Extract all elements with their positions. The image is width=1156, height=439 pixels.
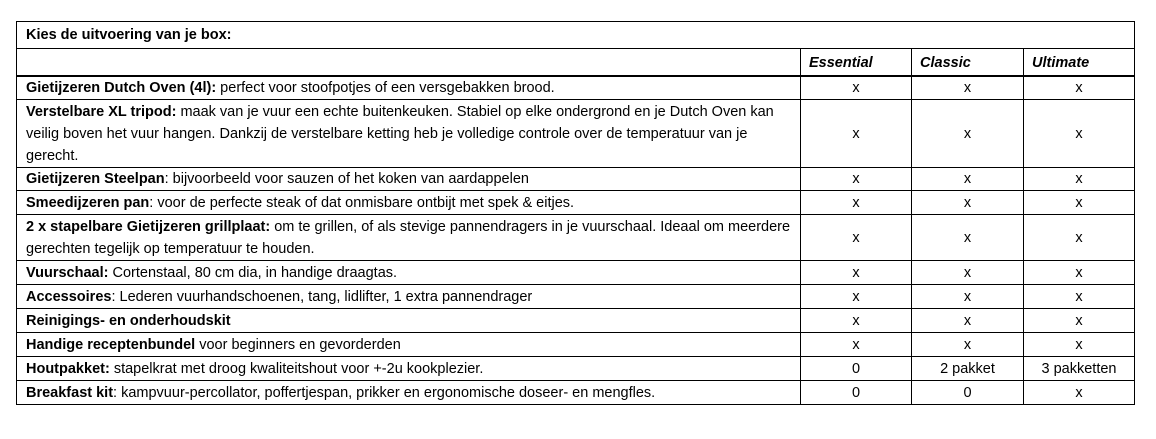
value-essential: x (801, 168, 912, 191)
item-description (17, 215, 801, 261)
item-name: Gietijzeren Dutch Oven (4l): (26, 80, 217, 96)
item-description (17, 261, 801, 285)
table-title-row (17, 22, 1135, 49)
item-description (17, 357, 801, 381)
table-title: Kies de uitvoering van je box: (17, 22, 1135, 49)
value-essential: x (801, 191, 912, 215)
value-essential: 0 (801, 357, 912, 381)
item-name: Verstelbare XL tripod: (26, 103, 177, 120)
value-ultimate: x (1024, 309, 1135, 333)
value-classic: x (912, 100, 1024, 168)
table-row (17, 261, 1135, 285)
value-ultimate: x (1024, 215, 1135, 261)
item-name: Vuurschaal: (26, 264, 109, 281)
value-classic: 2 pakket (912, 357, 1024, 381)
item-description (17, 309, 801, 333)
table-row (17, 285, 1135, 309)
item-details: : bijvoorbeeld voor sauzen of het koken van aardappelen (164, 171, 529, 187)
item-details: perfect voor stoofpotjes of een versgebakken brood. (216, 80, 555, 96)
value-essential: x (801, 285, 912, 309)
item-details: Cortenstaal, 80 cm dia, in handige draagtas. (108, 264, 398, 281)
column-header-ultimate: Ultimate (1024, 49, 1135, 77)
value-classic: x (912, 333, 1024, 357)
product-comparison-table (16, 21, 1135, 405)
item-name: Gietijzeren Steelpan (26, 171, 165, 187)
value-classic: x (912, 168, 1024, 191)
value-ultimate: x (1024, 100, 1135, 168)
item-name: Reinigings- en onderhoudskit (26, 312, 231, 329)
item-name: Handige receptenbundel (26, 336, 196, 353)
item-details: : Lederen vuurhandschoenen, tang, lidlifter, 1 extra pannendrager (111, 288, 533, 305)
value-ultimate: x (1024, 168, 1135, 191)
value-classic: 0 (912, 381, 1024, 405)
item-description (17, 76, 801, 100)
table-row (17, 76, 1135, 100)
item-details: voor beginners en gevorderden (195, 336, 401, 353)
column-header-essential: Essential (801, 49, 912, 77)
table-row (17, 215, 1135, 261)
item-details: om te grillen, of als stevige pannendragers in je vuurschaal. Ideaal om meerdere gerechten tegelijk op temperatuur te houden. (26, 218, 791, 257)
value-ultimate: 3 pakketten (1024, 357, 1135, 381)
column-header-classic: Classic (912, 49, 1024, 77)
item-description (17, 168, 801, 191)
item-name: Breakfast kit (26, 384, 114, 401)
header-empty-cell (17, 49, 801, 77)
value-classic: x (912, 191, 1024, 215)
value-classic: x (912, 215, 1024, 261)
table-row (17, 309, 1135, 333)
value-ultimate: x (1024, 381, 1135, 405)
value-essential: x (801, 261, 912, 285)
value-ultimate: x (1024, 333, 1135, 357)
item-description (17, 100, 801, 168)
item-details: : kampvuur-percollator, poffertjespan, prikker en ergonomische doseer- en mengfles. (113, 384, 656, 401)
column-header-row (17, 49, 1135, 77)
table-row (17, 333, 1135, 357)
value-classic: x (912, 261, 1024, 285)
item-name: 2 x stapelbare Gietijzeren grillplaat: (26, 218, 271, 235)
value-essential: x (801, 309, 912, 333)
table-row (17, 168, 1135, 191)
value-essential: 0 (801, 381, 912, 405)
value-classic: x (912, 309, 1024, 333)
item-description (17, 285, 801, 309)
table-row (17, 381, 1135, 405)
item-description (17, 381, 801, 405)
value-essential: x (801, 215, 912, 261)
value-classic: x (912, 285, 1024, 309)
value-ultimate: x (1024, 191, 1135, 215)
item-details: maak van je vuur een echte buitenkeuken. Stabiel op elke ondergrond en je Dutch Oven kan veilig boven het vuur hangen. Dankzij de verstelbare ketting heb je volledige controle over de temperatuur van je gerecht. (26, 103, 774, 164)
value-ultimate: x (1024, 285, 1135, 309)
value-essential: x (801, 76, 912, 100)
value-ultimate: x (1024, 261, 1135, 285)
table-row (17, 100, 1135, 168)
item-name: Houtpakket: (26, 360, 110, 377)
table-row (17, 191, 1135, 215)
item-name: Accessoires (26, 288, 112, 305)
value-essential: x (801, 333, 912, 357)
item-description (17, 333, 801, 357)
item-name: Smeedijzeren pan (26, 194, 150, 211)
value-classic: x (912, 76, 1024, 100)
value-ultimate: x (1024, 76, 1135, 100)
item-details: stapelkrat met droog kwaliteitshout voor +-2u kookplezier. (109, 360, 484, 377)
value-essential: x (801, 100, 912, 168)
table-row (17, 357, 1135, 381)
item-description (17, 191, 801, 215)
item-details: : voor de perfecte steak of dat onmisbare ontbijt met spek & eitjes. (149, 194, 575, 211)
